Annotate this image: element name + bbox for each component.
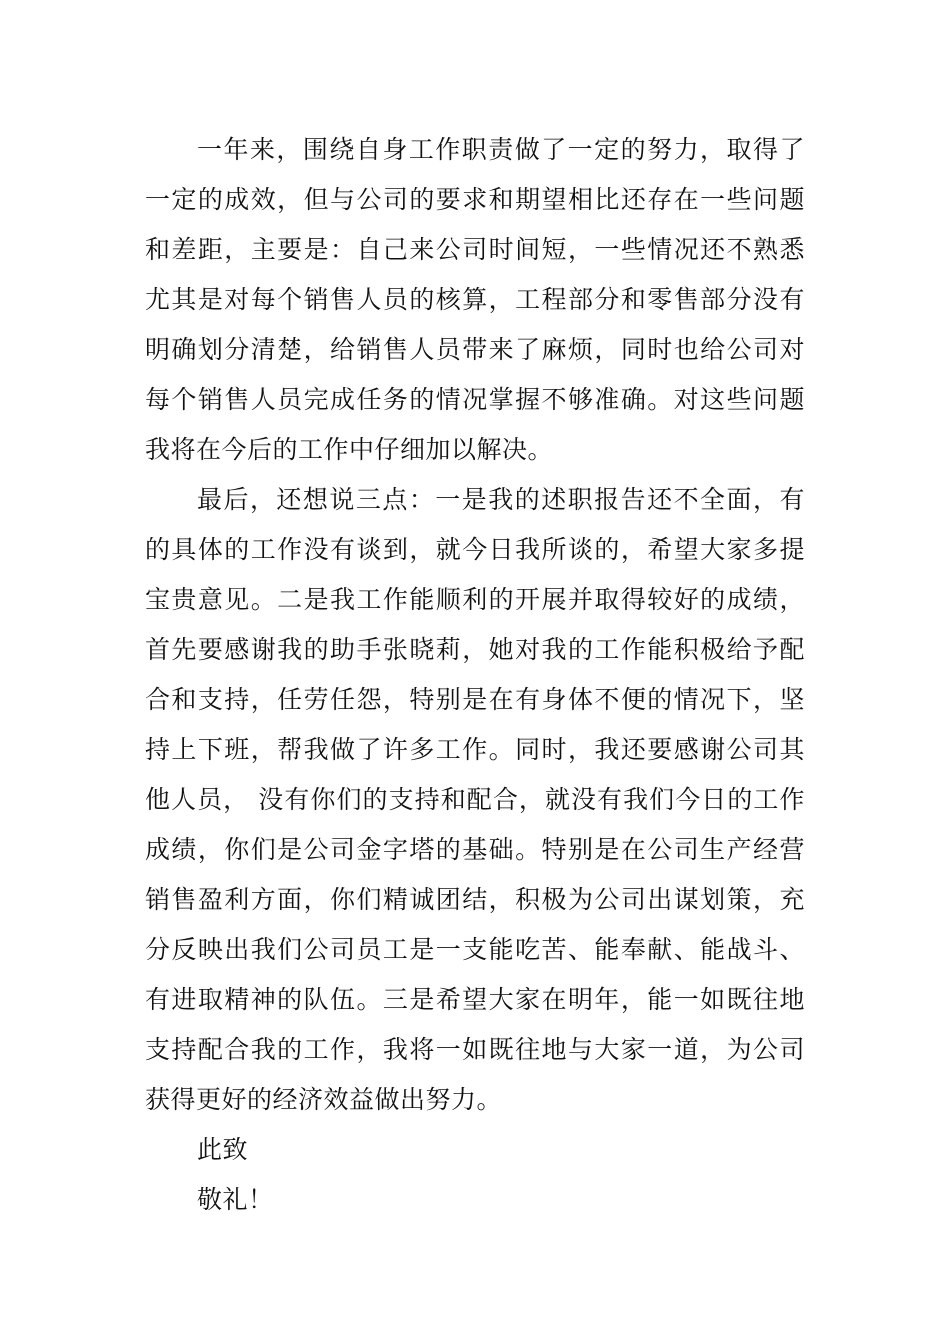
paragraph-line: 和差距，主要是：自己来公司时间短，一些情况还不熟悉 bbox=[145, 235, 805, 264]
paragraph-line: 明确划分清楚，给销售人员带来了麻烦，同时也给公司对 bbox=[145, 335, 805, 364]
paragraph-line: 首先要感谢我的助手张晓莉，她对我的工作能积极给予配 bbox=[145, 635, 805, 664]
paragraph-line: 合和支持，任劳任怨，特别是在有身体不便的情况下，坚 bbox=[145, 685, 805, 714]
paragraph-line: 获得更好的经济效益做出努力。 bbox=[145, 1085, 503, 1114]
paragraph-line: 有进取精神的队伍。三是希望大家在明年，能一如既往地 bbox=[145, 985, 805, 1014]
closing-salutation bbox=[145, 1125, 805, 1225]
paragraph-line: 一年来，围绕自身工作职责做了一定的努力，取得了 bbox=[197, 135, 805, 164]
paragraph-line: 持上下班，帮我做了许多工作。同时，我还要感谢公司其 bbox=[145, 735, 805, 764]
paragraph-line: 支持配合我的工作，我将一如既往地与大家一道，为公司 bbox=[145, 1035, 805, 1064]
paragraph-line: 我将在今后的工作中仔细加以解决。 bbox=[145, 435, 554, 464]
paragraph-line: 的具体的工作没有谈到，就今日我所谈的，希望大家多提 bbox=[145, 535, 805, 564]
paragraph-line: 尤其是对每个销售人员的核算，工程部分和零售部分没有 bbox=[145, 285, 805, 314]
paragraph-line: 每个销售人员完成任务的情况掌握不够准确。对这些问题 bbox=[145, 385, 805, 414]
paragraph-line: 一定的成效，但与公司的要求和期望相比还存在一些问题 bbox=[145, 185, 805, 214]
report-body bbox=[145, 125, 805, 1225]
paragraph-problems bbox=[145, 125, 805, 475]
paragraph-line: 宝贵意见。二是我工作能顺利的开展并取得较好的成绩， bbox=[145, 585, 805, 614]
paragraph-line: 最后，还想说三点：一是我的述职报告还不全面，有 bbox=[197, 485, 805, 514]
closing-line-cizhi: 此致 bbox=[197, 1135, 249, 1164]
paragraph-final-points bbox=[145, 475, 805, 1125]
paragraph-line: 他人员， 没有你们的支持和配合，就没有我们今日的工作 bbox=[145, 785, 805, 814]
paragraph-line: 分反映出我们公司员工是一支能吃苦、能奉献、能战斗、 bbox=[145, 935, 805, 964]
paragraph-line: 销售盈利方面，你们精诚团结，积极为公司出谋划策，充 bbox=[145, 885, 805, 914]
paragraph-line: 成绩，你们是公司金字塔的基础。特别是在公司生产经营 bbox=[145, 835, 805, 864]
closing-line-jingli: 敬礼！ bbox=[197, 1185, 274, 1214]
